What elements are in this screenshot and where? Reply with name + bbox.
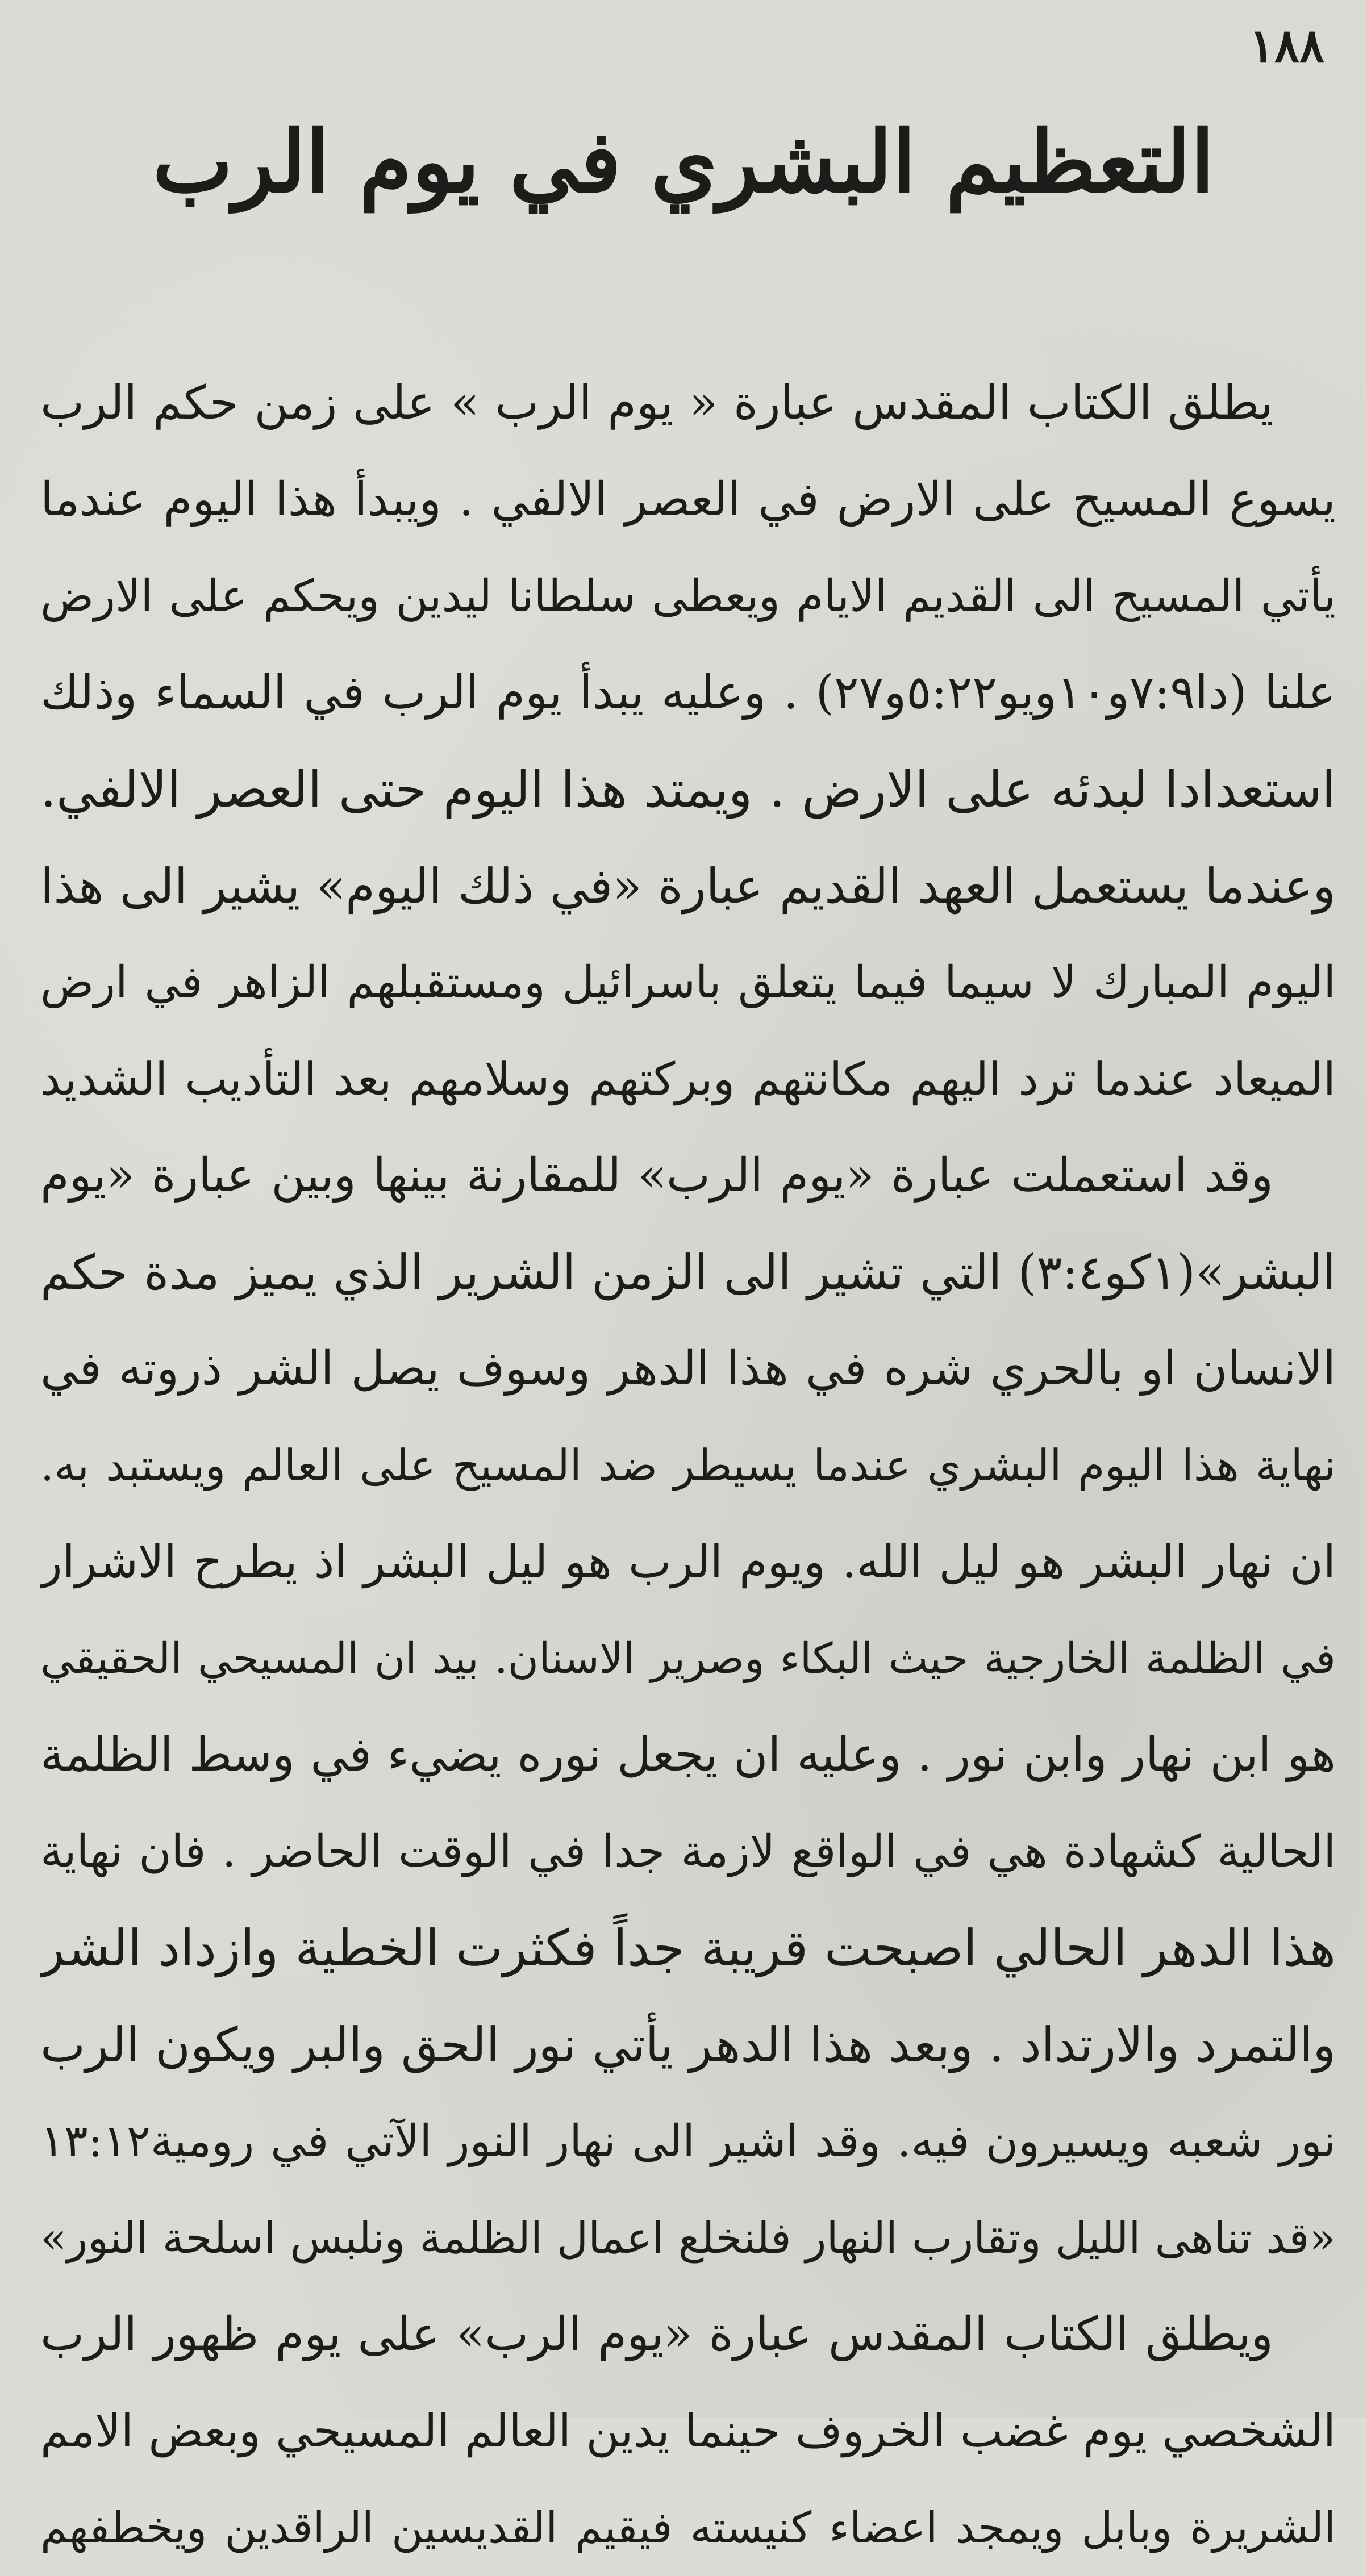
text-line: استعدادا لبدئه على الارض . ويمتد هذا اليوم حتى العصر الالفي. (40, 760, 1336, 819)
text-line: الميعاد عندما ترد اليهم مكانتهم وبركتهم وسلامهم بعد التأديب الشديد (40, 1053, 1336, 1105)
text-line: نهاية هذا اليوم البشري عندما يسيطر ضد المسيح على العالم ويستبد به. (40, 1440, 1336, 1491)
page-title: التعظيم البشري في يوم الرب (152, 112, 1215, 212)
text-line: «قد تناهى الليل وتقارب النهار فلنخلع اعمال الظلمة ونلبس اسلحة النور» (40, 2212, 1336, 2263)
text-line: الشريرة وبابل ويمجد اعضاء كنيسته فيقيم القديسين الراقدين ويخطفهم (40, 2502, 1336, 2553)
text-line: اليوم المبارك لا سيما فيما يتعلق باسرائيل ومستقبلهم الزاهر في ارض (40, 957, 1336, 1008)
page-number: ١٨٨ (1249, 19, 1324, 73)
text-line: ان نهار البشر هو ليل الله. ويوم الرب هو ليل البشر اذ يطرح الاشرار (40, 1535, 1336, 1588)
body-text (40, 355, 1336, 2576)
text-line: يسوع المسيح على الارض في العصر الالفي . ويبدأ هذا اليوم عندما (40, 473, 1336, 527)
text-line: علنا (دا٧:٩و١٠ويو٥:٢٢و٢٧) . وعليه يبدأ يوم الرب في السماء وذلك (40, 666, 1336, 720)
text-line: يطلق الكتاب المقدس عبارة « يوم الرب » على زمن حكم الرب (40, 376, 1273, 430)
text-line: في الظلمة الخارجية حيث البكاء وصرير الاسنان. بيد ان المسيحي الحقيقي (40, 1634, 1336, 1683)
text-line: البشر»(١كو٣:٤) التي تشير الى الزمن الشرير الذي يميز مدة حكم (40, 1245, 1336, 1300)
text-line: يأتي المسيح الى القديم الايام ويعطى سلطانا ليدين ويحكم على الارض (40, 571, 1336, 622)
text-line: الحالية كشهادة هي في الواقع لازمة جدا في الوقت الحاضر . فان نهاية (40, 1826, 1336, 1877)
text-line: هو ابن نهار وابن نور . وعليه ان يجعل نوره يضيء في وسط الظلمة (40, 1728, 1336, 1782)
text-line: والتمرد والارتداد . وبعد هذا الدهر يأتي نور الحق والبر ويكون الرب (40, 2017, 1336, 2073)
text-line: الشخصي يوم غضب الخروف حينما يدين العالم المسيحي وبعض الامم (40, 2404, 1336, 2457)
text-line: ويطلق الكتاب المقدس عبارة «يوم الرب» على يوم ظهور الرب (40, 2307, 1274, 2361)
text-line: وقد استعملت عبارة «يوم الرب» للمقارنة بينها وبين عبارة «يوم (40, 1149, 1273, 1203)
text-line: هذا الدهر الحالي اصبحت قريبة جداً فكثرت الخطية وازداد الشر (40, 1919, 1336, 1977)
text-line: الانسان او بالحري شره في هذا الدهر وسوف يصل الشر ذروته في (40, 1342, 1336, 1396)
text-line: وعندما يستعمل العهد القديم عبارة «في ذلك اليوم» يشير الى هذا (40, 858, 1336, 914)
text-line: نور شعبه ويسيرون فيه. وقد اشير الى نهار النور الآتي في رومية١٣:١٢ (40, 2116, 1336, 2167)
